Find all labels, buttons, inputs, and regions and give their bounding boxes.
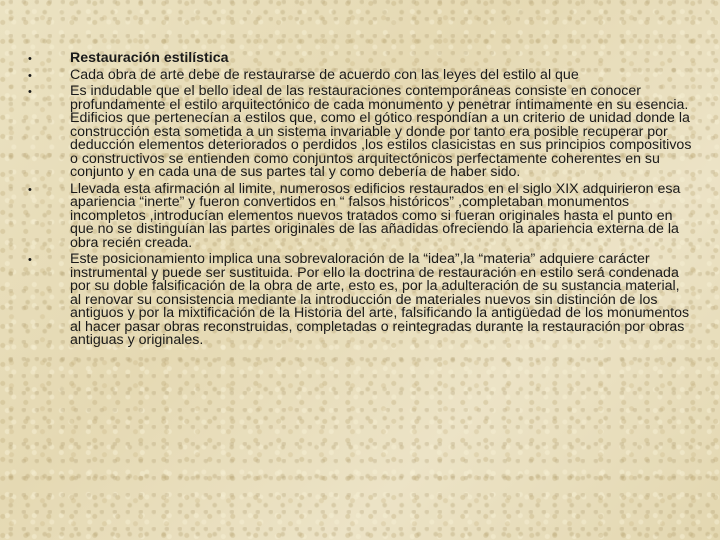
bullet-item-title xyxy=(28,52,692,66)
bullet-text: Llevada esta afirmación al limite, numerosos edificios restaurados en el siglo XIX adquirieron esa apariencia “inerte” y fueron convertidos en “ falsos históricos” ,completaban monumentos incompletos ,introducían elementos nuevos tratados como si fueran originales hasta el punto en que no se distinguían las partes originales de las añadidas ofreciendo la apariencia externa de la obra recién creada. xyxy=(70,180,681,251)
bullet-text: Este posicionamiento implica una sobrevaloración de la “idea”,la “materia” adquiere carácter instrumental y puede ser sustituida. Por ello la doctrina de restauración en estilo será condenada por su doble falsificación de la obra de arte, esto es, por la adulteración de su sustancia material, al renovar su consistencia mediante la introducción de materiales nuevos sin distinción de los antiguos y por la mixtificación de la Historia del arte, falsificando la antigüedad de los monumentos al hacer pasar obras reconstruidas, completadas o reintegradas durante la restauración por obras antiguas y originales. xyxy=(70,251,690,348)
bullet-icon: • xyxy=(28,86,32,98)
slide-title: Restauración estilística xyxy=(70,50,229,66)
bullet-icon: • xyxy=(28,69,32,82)
bullet-icon: • xyxy=(28,254,32,266)
bullet-list xyxy=(28,52,692,351)
bullet-item xyxy=(28,180,692,251)
bullet-icon: • xyxy=(28,53,32,65)
bullet-item xyxy=(28,66,692,83)
bullet-text: Cada obra de arte debe de restaurarse de acuerdo con las leyes del estilo al que xyxy=(70,66,579,83)
bullet-item xyxy=(28,85,692,180)
bullet-icon: • xyxy=(28,183,32,196)
bullet-text: Es indudable que el bello ideal de las restauraciones contemporáneas consiste en conocer profundamente el estilo arquitectónico de cada monumento y penetrar íntimamente en su esencia. Edificios que pertenecían a estilos que, como el gótico respondían a un criterio de unidad donde la construcción esta sometida a un sistema invariable y donde por tanto era posible recuperar por deducción elementos deteriorados o perdidos ,los estilos clasicistas en sus principios compositivos o constructivos se entienden como conjuntos arquitectónicos perfectamente coherentes en su conjunto y en cada una de sus partes tal y como debería de haber sido. xyxy=(70,83,692,180)
bullet-item xyxy=(28,253,692,348)
